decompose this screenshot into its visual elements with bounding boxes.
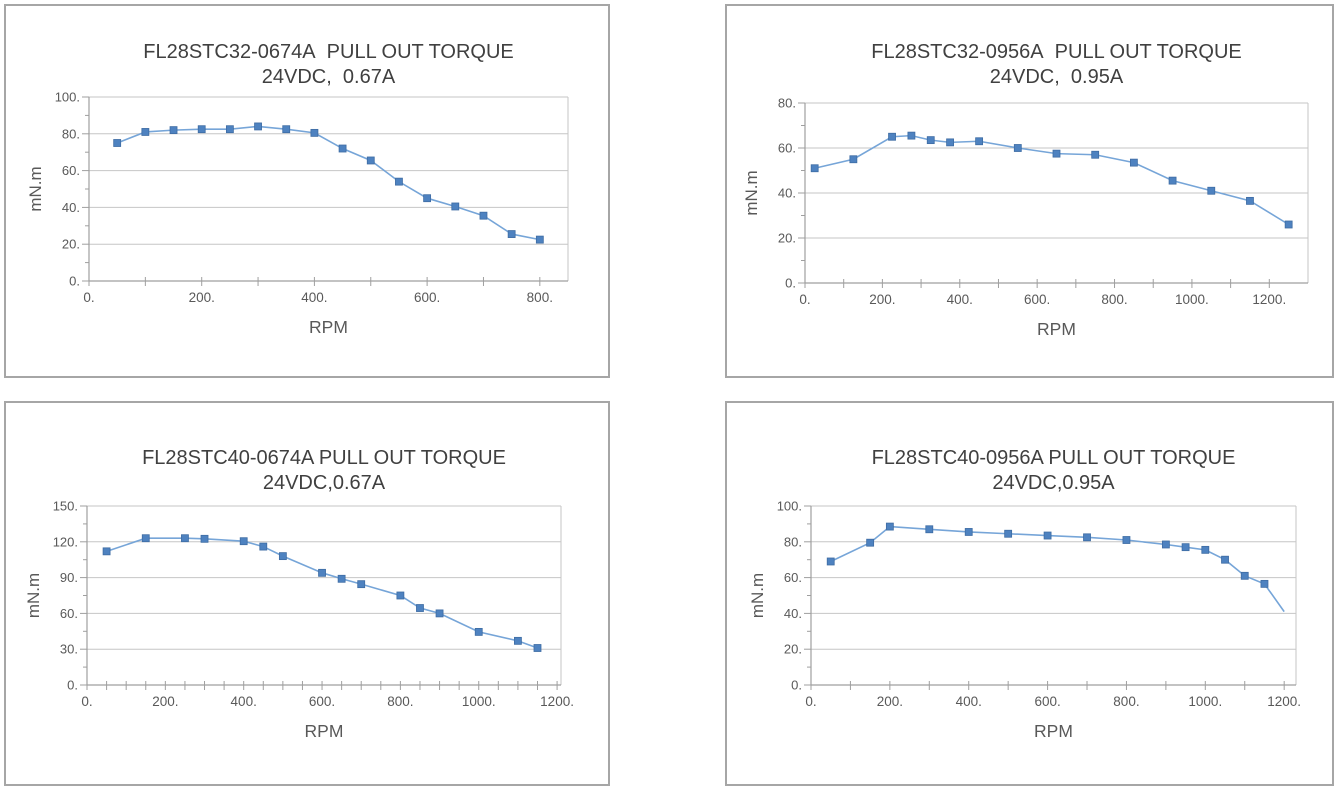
x-tick-label: 1200.	[1252, 292, 1287, 307]
data-point-marker	[226, 126, 233, 133]
x-tick-label: 400.	[946, 292, 973, 307]
data-point-marker	[475, 628, 482, 635]
data-point-marker	[311, 129, 318, 136]
y-tick-label: 0.	[67, 677, 78, 693]
data-point-marker	[1053, 150, 1060, 157]
data-point-marker	[1202, 546, 1209, 553]
data-point-marker	[508, 231, 515, 238]
y-tick-label: 60.	[61, 163, 80, 179]
data-point-marker	[338, 575, 345, 582]
y-axis-title: mN.m	[24, 572, 43, 619]
x-tick-label: 1000.	[1188, 694, 1223, 709]
series-line	[831, 527, 1284, 612]
data-point-marker	[397, 592, 404, 599]
chart-svg-fl28stc40-0674a	[6, 403, 608, 784]
y-tick-label: 0.	[791, 677, 802, 693]
chart-subtitle: 24VDC, 0.95A	[989, 66, 1124, 88]
data-point-marker	[358, 581, 365, 588]
data-point-marker	[260, 543, 267, 550]
y-tick-label: 80.	[783, 534, 802, 550]
data-point-marker	[927, 137, 934, 144]
x-tick-label: 0.	[805, 694, 817, 709]
data-point-marker	[1246, 197, 1253, 204]
series-line	[107, 538, 538, 648]
x-tick-label: 600.	[413, 290, 441, 305]
data-point-marker	[867, 539, 874, 546]
x-tick-label: 800.	[526, 290, 553, 305]
y-tick-label: 90.	[59, 570, 78, 586]
data-point-marker	[1285, 221, 1292, 228]
x-tick-label: 800.	[1113, 694, 1140, 709]
chart-subtitle: 24VDC, 0.67A	[261, 66, 396, 88]
chart-panel-bottom-left	[4, 401, 610, 786]
data-point-marker	[255, 123, 262, 130]
y-tick-label: 80.	[777, 95, 796, 111]
data-point-marker	[965, 528, 972, 535]
chart-svg-fl28stc32-0674a	[6, 6, 608, 376]
x-tick-label: 1200.	[540, 694, 574, 709]
x-tick-label: 600.	[308, 694, 336, 709]
data-point-marker	[1005, 530, 1012, 537]
x-tick-label: 200.	[876, 694, 904, 709]
x-tick-label: 600.	[1024, 292, 1051, 307]
data-point-marker	[1044, 532, 1051, 539]
data-point-marker	[1014, 145, 1021, 152]
data-point-marker	[1182, 544, 1189, 551]
data-point-marker	[279, 553, 286, 560]
data-point-marker	[1123, 537, 1130, 544]
x-tick-label: 200.	[152, 694, 179, 709]
x-tick-label: 0.	[799, 292, 811, 307]
data-point-marker	[436, 610, 443, 617]
data-point-marker	[103, 548, 110, 555]
chart-svg-fl28stc40-0956a	[727, 403, 1332, 784]
chart-title: FL28STC32-0956A PULL OUT TORQUE	[871, 41, 1242, 63]
x-tick-label: 400.	[955, 694, 982, 709]
x-axis-title: RPM	[309, 317, 348, 337]
data-point-marker	[142, 535, 149, 542]
y-tick-label: 100.	[54, 89, 80, 105]
x-tick-label: 800.	[387, 694, 414, 709]
x-tick-label: 1200.	[1267, 694, 1302, 709]
data-point-marker	[339, 145, 346, 152]
data-point-marker	[170, 127, 177, 134]
x-tick-label: 1000.	[461, 694, 496, 709]
y-tick-label: 60.	[59, 605, 78, 621]
chart-panel-top-right	[725, 4, 1334, 378]
data-point-marker	[480, 212, 487, 219]
data-point-marker	[1130, 159, 1137, 166]
data-point-marker	[367, 157, 374, 164]
data-point-marker	[395, 178, 402, 185]
y-tick-label: 40.	[61, 199, 80, 215]
series-line	[815, 136, 1289, 225]
x-tick-label: 200.	[188, 290, 215, 305]
y-tick-label: 40.	[783, 605, 802, 621]
data-point-marker	[283, 126, 290, 133]
chart-subtitle: 24VDC,0.67A	[262, 472, 386, 494]
y-tick-label: 80.	[61, 126, 80, 142]
data-point-marker	[976, 138, 983, 145]
data-point-marker	[850, 156, 857, 163]
data-point-marker	[1222, 556, 1229, 563]
data-point-marker	[536, 236, 543, 243]
y-axis-title: mN.m	[742, 170, 761, 216]
chart-title: FL28STC40-0674A PULL OUT TORQUE	[142, 447, 506, 469]
x-tick-label: 0.	[81, 694, 93, 709]
data-point-marker	[1241, 572, 1248, 579]
chart-subtitle: 24VDC,0.95A	[992, 472, 1115, 494]
data-point-marker	[1084, 534, 1091, 541]
data-point-marker	[416, 605, 423, 612]
data-point-marker	[198, 126, 205, 133]
x-tick-label: 400.	[301, 290, 328, 305]
chart-panel-bottom-right	[725, 401, 1334, 786]
y-axis-title: mN.m	[748, 572, 767, 619]
y-tick-label: 60.	[777, 140, 796, 156]
data-point-marker	[1208, 187, 1215, 194]
x-tick-label: 800.	[1101, 292, 1128, 307]
y-tick-label: 40.	[777, 185, 796, 201]
y-tick-label: 20.	[61, 236, 80, 252]
x-axis-title: RPM	[1034, 721, 1073, 741]
data-point-marker	[240, 538, 247, 545]
y-tick-label: 150.	[52, 498, 78, 514]
data-point-marker	[886, 523, 893, 530]
chart-panel-top-left	[4, 4, 610, 378]
y-tick-label: 20.	[783, 641, 802, 657]
data-point-marker	[452, 203, 459, 210]
data-point-marker	[534, 645, 541, 652]
y-tick-label: 30.	[59, 641, 78, 657]
data-point-marker	[424, 195, 431, 202]
x-axis-title: RPM	[304, 721, 344, 741]
data-point-marker	[142, 128, 149, 135]
y-tick-label: 120.	[52, 534, 78, 550]
y-tick-label: 20.	[777, 230, 796, 246]
data-point-marker	[1261, 580, 1268, 587]
data-point-marker	[514, 637, 521, 644]
y-tick-label: 60.	[783, 570, 802, 586]
x-tick-label: 1000.	[1175, 292, 1209, 307]
chart-title: FL28STC32-0674A PULL OUT TORQUE	[143, 41, 514, 63]
x-tick-label: 200.	[869, 292, 896, 307]
data-point-marker	[1162, 541, 1169, 548]
data-point-marker	[201, 535, 208, 542]
chart-svg-fl28stc32-0956a	[727, 6, 1332, 376]
data-point-marker	[811, 165, 818, 172]
y-tick-label: 100.	[776, 498, 802, 514]
y-tick-label: 0.	[785, 275, 796, 291]
data-point-marker	[319, 569, 326, 576]
chart-title: FL28STC40-0956A PULL OUT TORQUE	[871, 447, 1236, 469]
x-tick-label: 600.	[1034, 694, 1061, 709]
x-axis-title: RPM	[1037, 319, 1076, 339]
data-point-marker	[947, 139, 954, 146]
data-point-marker	[926, 526, 933, 533]
data-point-marker	[1169, 177, 1176, 184]
data-point-marker	[908, 132, 915, 139]
data-point-marker	[827, 558, 834, 565]
data-point-marker	[181, 535, 188, 542]
x-tick-label: 400.	[230, 694, 257, 709]
data-point-marker	[114, 140, 121, 147]
series-line	[117, 126, 540, 239]
x-tick-label: 0.	[83, 290, 95, 305]
y-axis-title: mN.m	[26, 166, 45, 212]
y-tick-label: 0.	[69, 273, 80, 289]
data-point-marker	[889, 133, 896, 140]
data-point-marker	[1092, 151, 1099, 158]
